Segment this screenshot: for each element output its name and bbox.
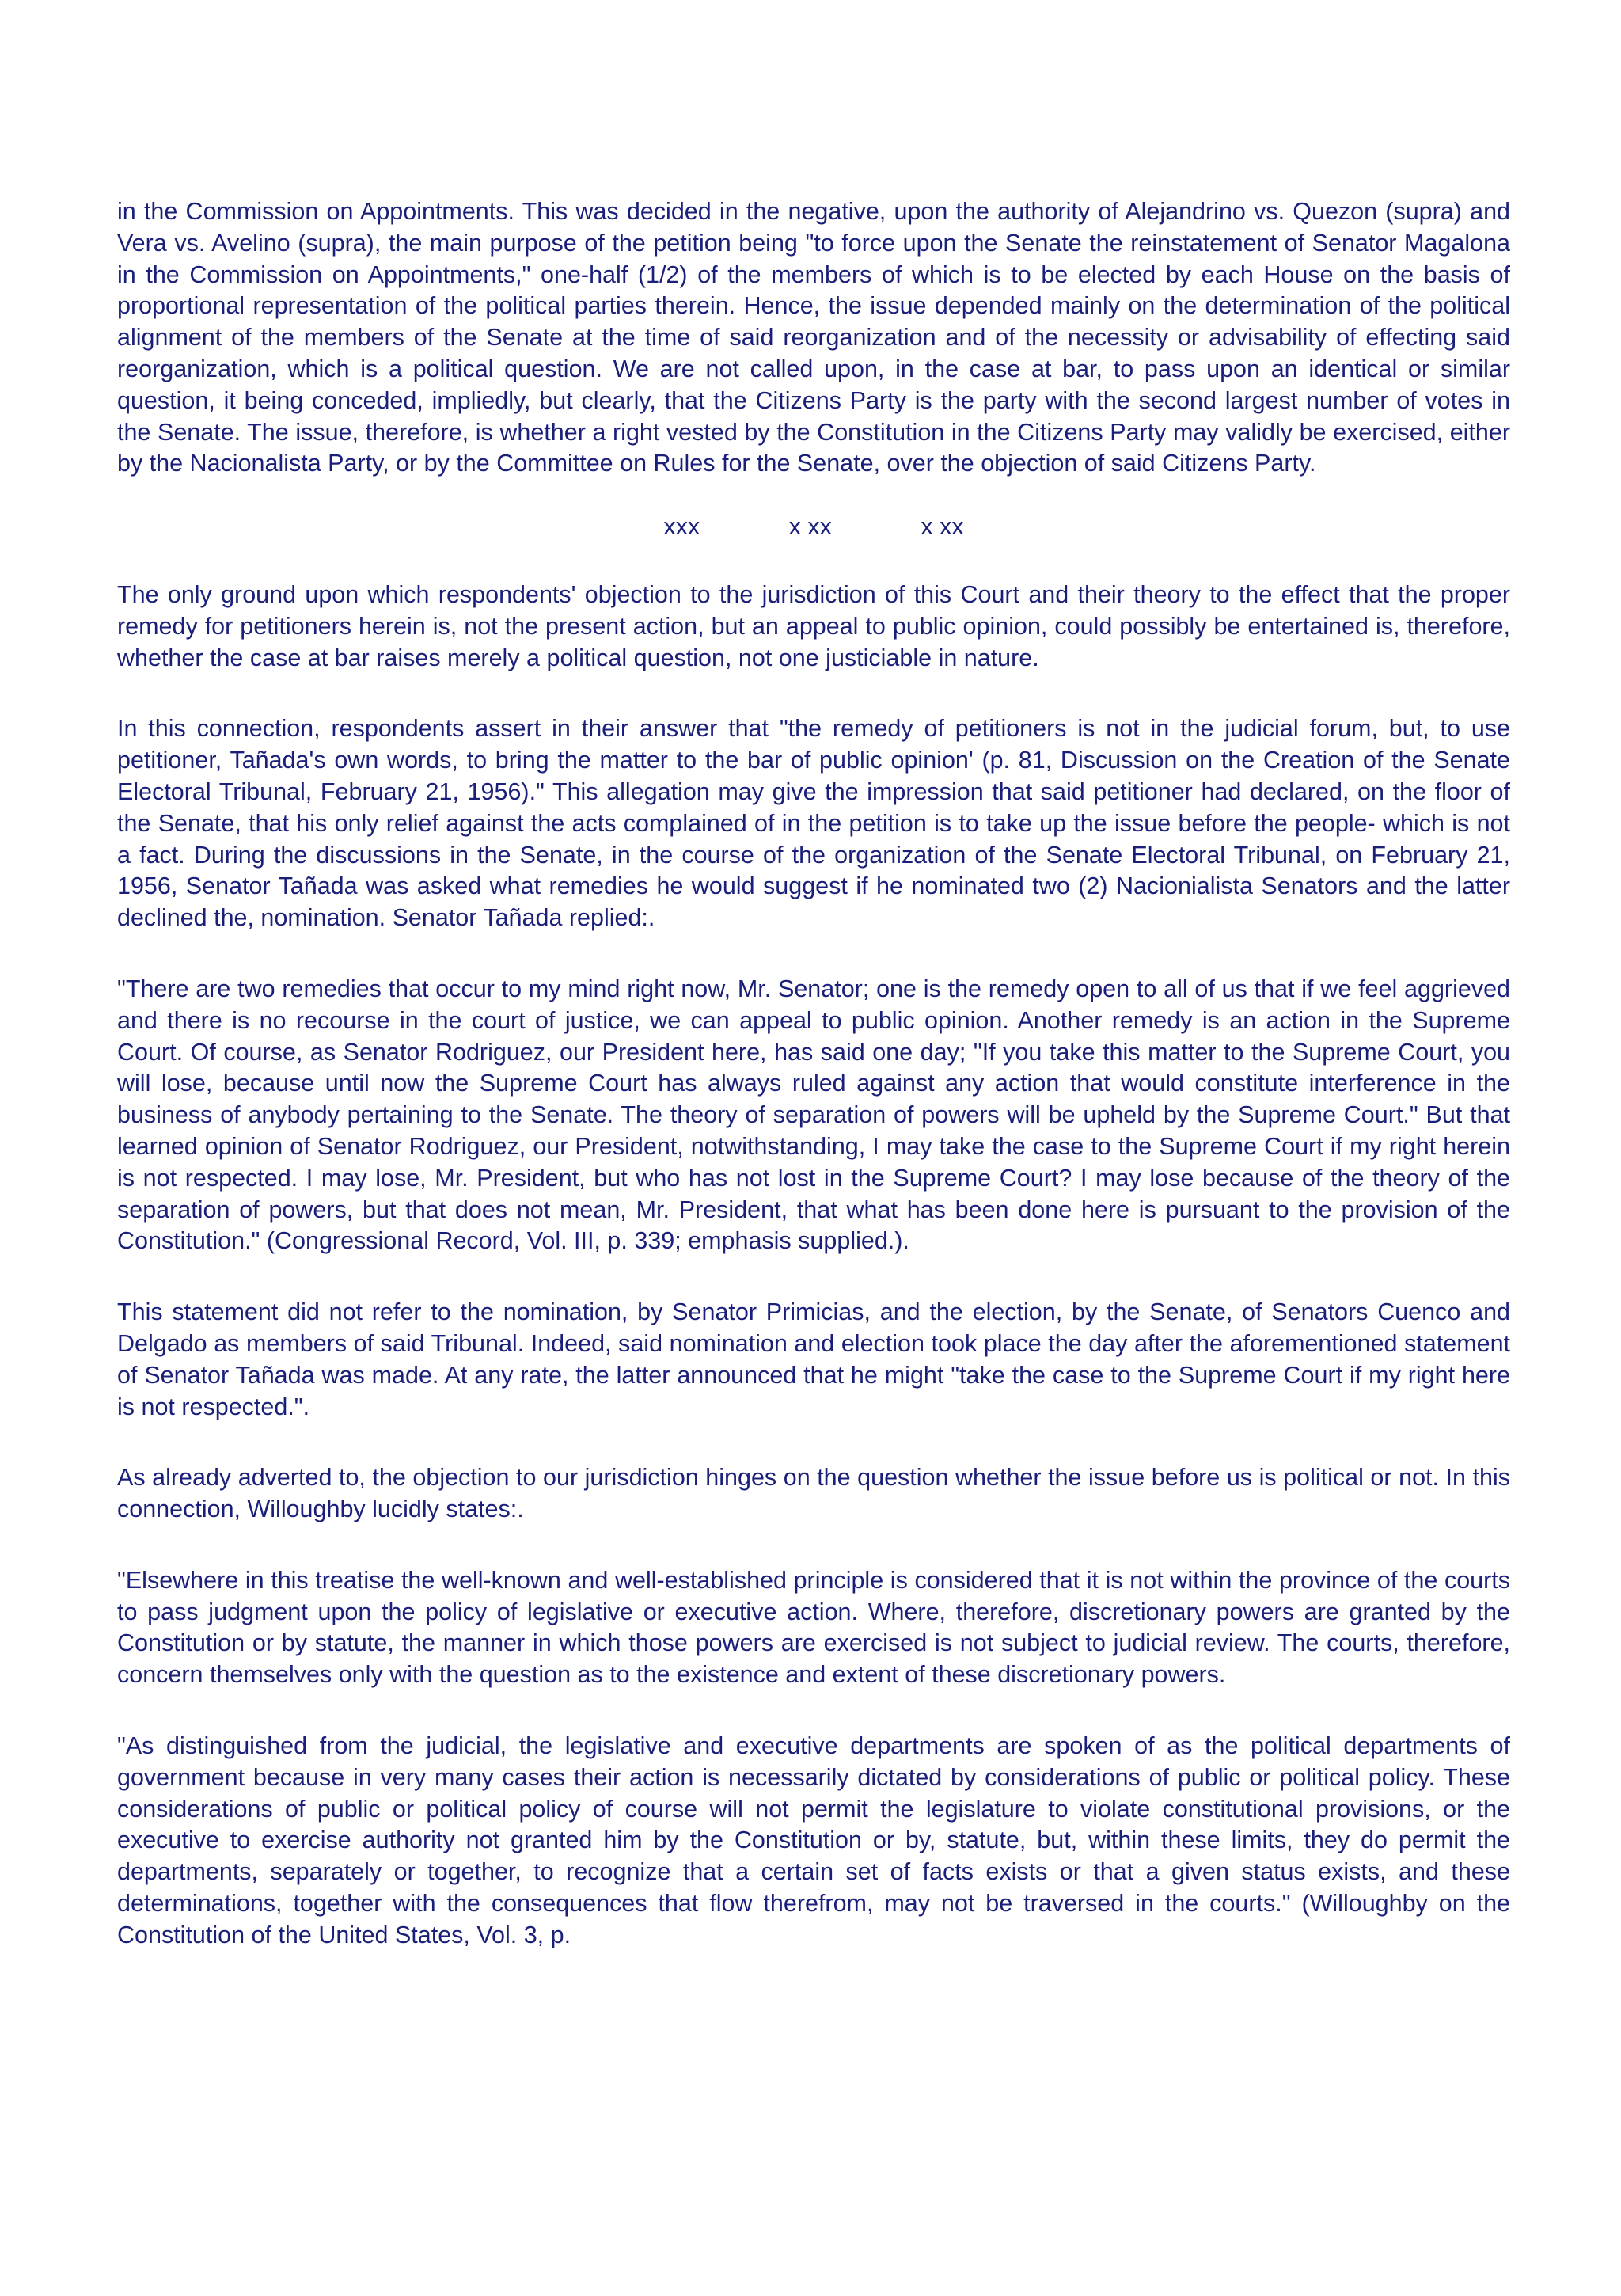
section-separator (117, 511, 1510, 543)
paragraph-commission-appointments: in the Commission on Appointments. This was decided in the negative, upon the authority of Alejandrino vs. Quezon (supra) and Vera vs. Avelino (supra), the main purpose of the petition being "to force upon the Senate the reinstatement of Senator Magalona in the Commission on Appointments," one-half (1/2) of the members of which is to be elected by each House on the basis of proportional representation of the political parties therein. Hence, the issue depended mainly on the determination of the political alignment of the members of the Senate at the time of said reorganization and of the necessity or advisability of effecting said reorganization, which is a political question. We are not called upon, in the case at bar, to pass upon an identical or similar question, it being conceded, impliedly, but clearly, that the Citizens Party is the party with the second largest number of votes in the Senate. The issue, therefore, is whether a right vested by the Constitution in the Citizens Party may validly be exercised, either by the Nacionalista Party, or by the Committee on Rules for the Senate, over the objection of said Citizens Party. (117, 198, 1510, 477)
paragraph-willoughby-political: "As distinguished from the judicial, the legislative and executive departments are spoken of as the political departments of government because in very many cases their action is necessarily dictated by considerations of public or political policy. These considerations of public or political policy of course will not permit the legislature to violate constitutional provisions, or the executive to exercise authority not granted him by the Constitution or by, statute, but, within these limits, they do permit the departments, separately or together, to recognize that a certain set of facts exists or that a given status exists, and these determinations, together with the consequences that flow therefrom, may not be traversed in the courts." (Willoughby on the Constitution of the United States, Vol. 3, p. (117, 1732, 1510, 1948)
paragraph-statement-nomination: This statement did not refer to the nomination, by Senator Primicias, and the election, by the Senate, of Senators Cuenco and Delgado as members of said Tribunal. Indeed, said nomination and election took place the day after the aforementioned statement of Senator Tañada was made. At any rate, the latter announced that he might "take the case to the Supreme Court if my right here is not respected.". (117, 1298, 1510, 1420)
separator-mark: x xx (921, 513, 964, 541)
paragraph-only-ground: The only ground upon which respondents' objection to the jurisdiction of this Court and their theory to the effect that the proper remedy for petitioners herein is, not the present action, but an appeal to public opinion, could possibly be entertained is, therefore, whether the case at bar raises merely a political question, not one justiciable in nature. (117, 580, 1510, 671)
paragraph-tanada-quote: "There are two remedies that occur to my mind right now, Mr. Senator; one is the remedy open to all of us that if we feel aggrieved and there is no recourse in the court of justice, we can appeal to public opinion. Another remedy is an action in the Supreme Court. Of course, as Senator Rodriguez, our President here, has said one day; "If you take this matter to the Supreme Court, you will lose, because until now the Supreme Court has always ruled against any action that would constitute interference in the business of anybody pertaining to the Senate. The theory of separation of powers will be upheld by the Supreme Court." But that learned opinion of Senator Rodriguez, our President, notwithstanding, I may take the case to the Supreme Court if my right herein is not respected. I may lose, Mr. President, but who has not lost in the Supreme Court? I may lose because of the theory of the separation of powers, but that does not mean, Mr. President, that what has been done here is pursuant to the provision of the Constitution." (Congressional Record, Vol. III, p. 339; emphasis supplied.). (117, 975, 1510, 1255)
paragraph-respondents-assert: In this connection, respondents assert in their answer that "the remedy of petitioners is not in the judicial forum, but, to use petitioner, Tañada's own words, to bring the matter to the bar of public opinion' (p. 81, Discussion on the Creation of the Senate Electoral Tribunal, February 21, 1956)." This allegation may give the impression that said petitioner had declared, on the floor of the Senate, that his only relief against the acts complained of in the petition is to take up the issue before the people- which is not a fact. During the discussions in the Senate, in the course of the organization of the Senate Electoral Tribunal, on February 21, 1956, Senator Tañada was asked what remedies he would suggest if he nominated two (2) Nacionialista Senators and the latter declined the, nomination. Senator Tañada replied:. (117, 715, 1510, 932)
separator-mark: x xx (788, 513, 832, 541)
document-page (117, 196, 1510, 1991)
paragraph-objection-jurisdiction: As already adverted to, the objection to our jurisdiction hinges on the question whether the issue before us is political or not. In this connection, Willoughby lucidly states:. (117, 1464, 1510, 1523)
separator-mark: xxx (663, 513, 700, 541)
paragraph-willoughby-elsewhere: "Elsewhere in this treatise the well-known and well-established principle is considered that it is not within the province of the courts to pass judgment upon the policy of legislative or executive action. Where, therefore, discretionary powers are granted by the Constitution or by statute, the manner in which those powers are exercised is not subject to judicial review. The courts, therefore, concern themselves only with the question as to the existence and extent of these discretionary powers. (117, 1566, 1510, 1689)
